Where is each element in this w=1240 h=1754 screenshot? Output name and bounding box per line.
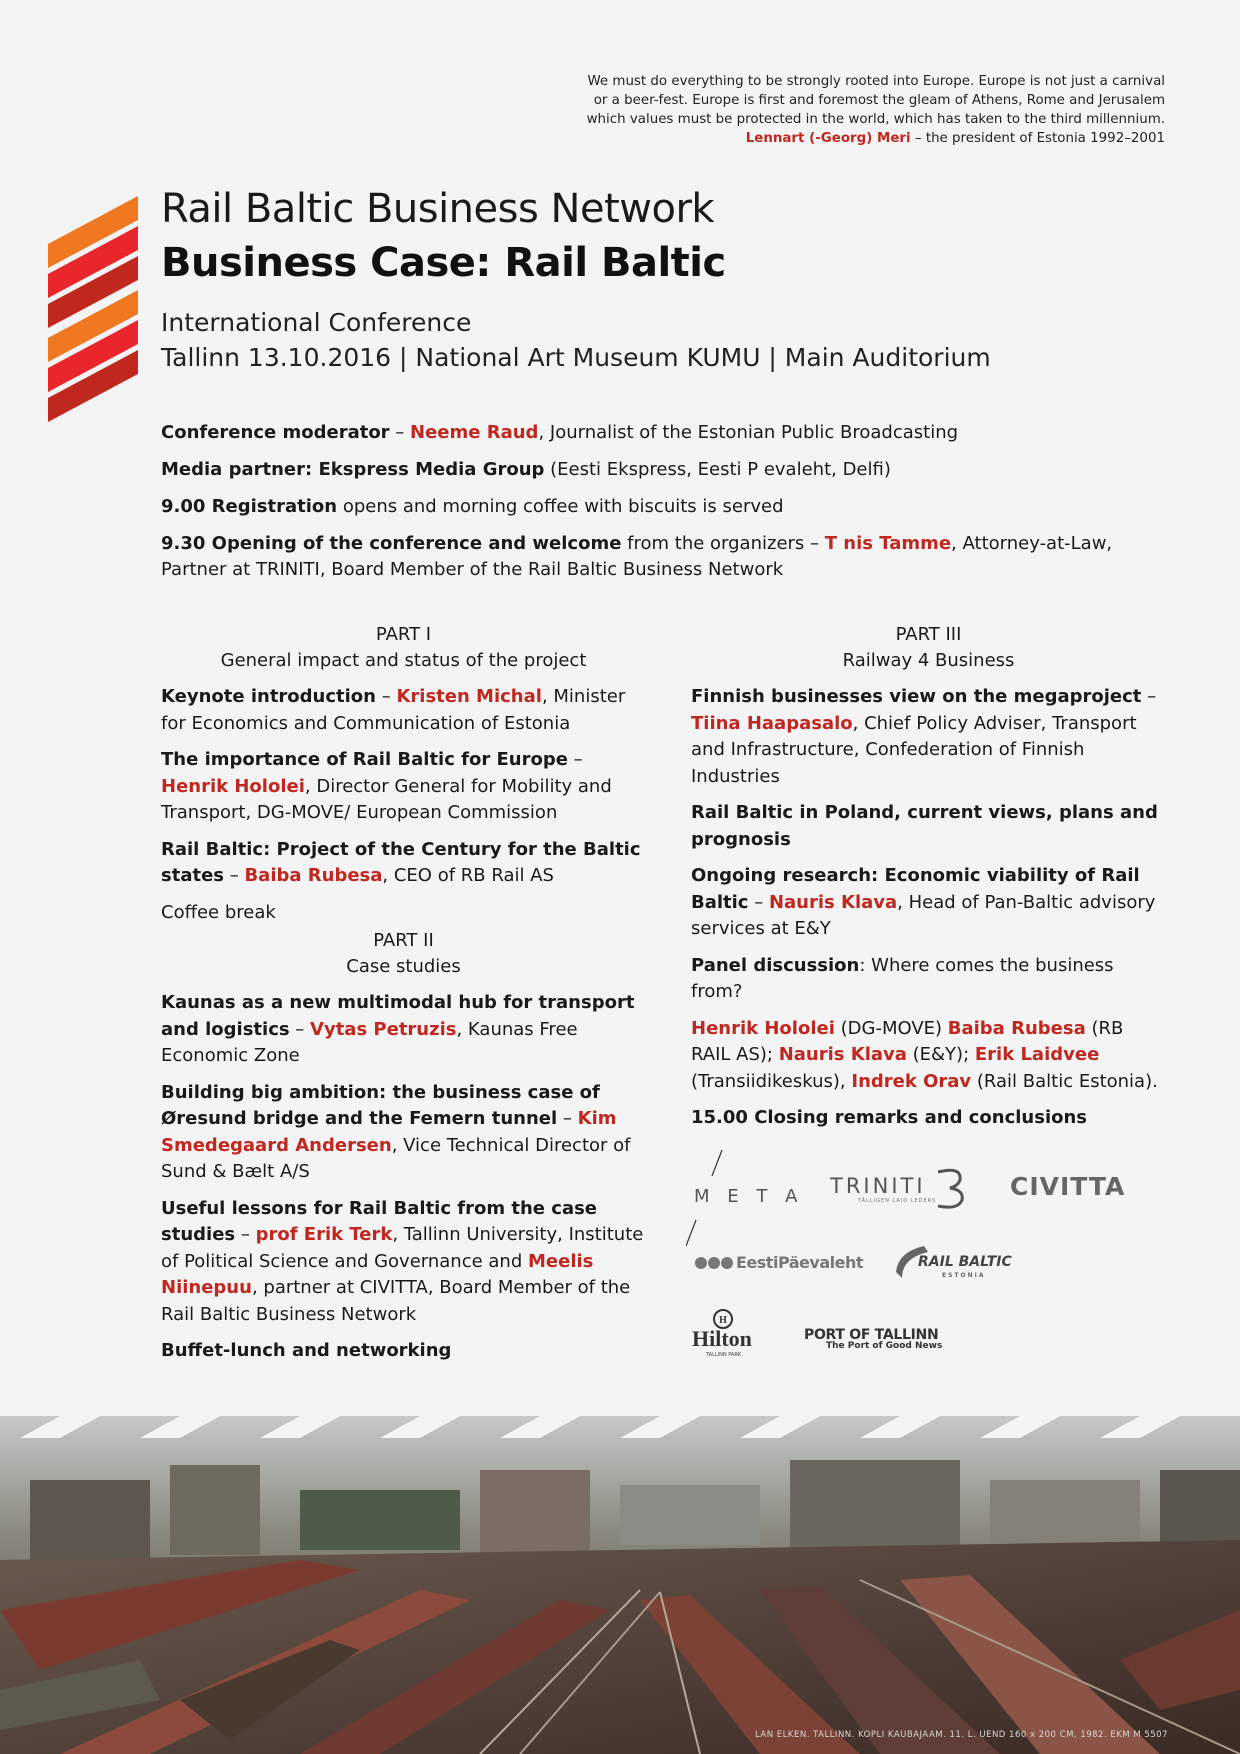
- agenda-topic: Ongoing research: Economic viability of Rail Baltic: [691, 865, 1140, 913]
- page-subtitle: Business Case: Rail Baltic: [161, 240, 726, 286]
- speaker-org: (Transiidikeskus),: [691, 1070, 852, 1092]
- hilton-text: Hilton: [692, 1326, 752, 1351]
- agenda-topic: Kaunas as a new multimodal hub for transport and logistics: [161, 992, 635, 1040]
- speaker-name: Kristen Michal: [396, 686, 542, 707]
- hilton-sub: TALLINN PARK: [706, 1352, 742, 1358]
- part-label: PART I: [375, 624, 432, 645]
- speaker-name: Baiba Rubesa: [947, 1017, 1086, 1039]
- lunch-break: [161, 1338, 646, 1365]
- speaker-org: (DG-MOVE): [834, 1017, 948, 1039]
- speaker-name: Vytas Petruzis: [310, 1018, 457, 1040]
- agenda-item: Ongoing research: Economic viability of Rail Baltic – Nauris Klava, Head of Pan-Baltic advisory services at E&Y: [691, 865, 1156, 939]
- moderator-line: [161, 420, 1121, 446]
- opening-speaker: T nis Tamme: [824, 533, 952, 554]
- event-info: [161, 305, 991, 375]
- speaker-org: (E&Y);: [906, 1044, 975, 1065]
- opening-time: 9.30 Opening of the conference and welcome: [161, 533, 622, 554]
- registration-time: 9.00 Registration: [161, 496, 338, 517]
- opening-desc: from the organizers –: [621, 533, 825, 554]
- part-title: Case studies: [346, 956, 461, 977]
- speaker-desc: , Chief Policy Adviser, Transport and Infrastructure, Confederation of Finnish Industries: [691, 712, 1137, 787]
- speaker-name: Nauris Klava: [778, 1044, 907, 1065]
- opening-role: , Attorney-at-Law, Partner at TRINITI, Board Member of the Rail Baltic Business Network: [161, 533, 1113, 580]
- registration-line: [161, 494, 1121, 520]
- part-1-heading: [161, 622, 646, 674]
- agenda-topic: Building big ambition: the business case of Øresund bridge and the Femern tunnel: [161, 1081, 600, 1129]
- panel-label: Panel discussion: [691, 954, 860, 976]
- speaker-desc: , Tallinn University, Institute of Political Science and Governance and: [161, 1224, 644, 1272]
- speaker-name: Kim Smedegaard Andersen: [161, 1108, 617, 1156]
- speaker-desc: , partner at CIVITTA, Board Member of the Rail Baltic Business Network: [161, 1277, 631, 1325]
- agenda-topic: Useful lessons for Rail Baltic from the case studies: [161, 1197, 598, 1245]
- speaker-name: Henrik Hololei: [161, 775, 305, 797]
- part-label: PART II: [373, 930, 434, 951]
- port-text: PORT OF TALLINN: [804, 1327, 939, 1343]
- agenda-item: Keynote introduction – Kristen Michal, Minister for Economics and Communication of Estonia: [161, 686, 626, 734]
- quote-line: or a beer-fest. Europe is first and foremost the gleam of Athens, Rome and Jerusalem: [593, 93, 1165, 108]
- page-title: Rail Baltic Business Network: [161, 186, 715, 232]
- event-place: Tallinn 13.10.2016 | National Art Museum KUMU | Main Auditorium: [161, 343, 991, 372]
- quote-line: which values must be protected in the world, which has taken to the third millennium.: [586, 112, 1165, 127]
- agenda-topic: Finnish businesses view on the megaproject: [691, 686, 1142, 707]
- speaker-name: Meelis Niinepuu: [161, 1250, 594, 1298]
- speaker-org: (RB RAIL AS);: [691, 1017, 1124, 1065]
- agenda-item: Building big ambition: the business case of Øresund bridge and the Femern tunnel – Kim Smedegaard Andersen, Vice Technical Director of Sund & Bælt A/S: [161, 1081, 631, 1182]
- rail-baltic-sub: ESTONIA: [942, 1272, 986, 1279]
- agenda-item: Finnish businesses view on the megaproject – Tiina Haapasalo, Chief Policy Adviser, Transport and Infrastructure, Confederation of Finnish Industries: [691, 686, 1157, 787]
- port-sub: The Port of Good News: [826, 1341, 943, 1351]
- triniti-logo-sub: TÄLLIGEN LAID LEDERS: [858, 1198, 937, 1204]
- part-title: Railway 4 Business: [842, 650, 1015, 671]
- speaker-name: prof Erik Terk: [255, 1224, 393, 1245]
- triniti-three-icon: [932, 1166, 968, 1210]
- agenda-topic: The importance of Rail Baltic for Europe: [161, 749, 568, 770]
- speaker-name: Indrek Orav: [851, 1070, 972, 1092]
- lunch-label: Buffet-lunch and networking: [161, 1340, 452, 1361]
- speaker-desc: , Vice Technical Director of Sund & Bælt A/S: [161, 1134, 631, 1182]
- agenda-item: Rail Baltic: Project of the Century for the Baltic states – Baiba Rubesa, CEO of RB Rail AS: [161, 838, 641, 886]
- part-2-heading: [161, 928, 646, 980]
- sponsor-logos: [686, 1140, 1186, 1370]
- panel-discussion: [691, 953, 1166, 1006]
- quote-attribution: [525, 129, 1165, 148]
- speaker-desc: , Director General for Mobility and Transport, DG-MOVE/ European Commission: [161, 775, 612, 823]
- event-type: International Conference: [161, 308, 472, 337]
- eesti-paevaleht-logo: [694, 1253, 863, 1275]
- speaker-org: (Rail Baltic Estonia).: [971, 1070, 1158, 1092]
- eesti-dots-icon: [694, 1255, 736, 1271]
- coffee-break: Coffee break: [161, 901, 276, 923]
- speaker-desc: , Minister for Economics and Communication of Estonia: [161, 686, 626, 734]
- meta-logo-text: M E T A: [694, 1186, 804, 1207]
- speaker-desc: , CEO of RB Rail AS: [382, 865, 554, 886]
- quote-author-role: – the president of Estonia 1992–2001: [910, 131, 1165, 146]
- decorative-stripes-icon: [48, 196, 138, 441]
- moderator-name: Neeme Raud: [410, 422, 539, 443]
- media-desc: (Eesti Ekspress, Eesti P evaleht, Delfi): [544, 459, 891, 480]
- speaker-desc: , Head of Pan-Baltic advisory services at E&Y: [691, 891, 1156, 939]
- speaker-name: Baiba Rubesa: [244, 865, 383, 886]
- civitta-logo: CIVITTA: [1010, 1172, 1126, 1201]
- media-label: Media partner: Ekspress Media Group: [161, 459, 545, 480]
- right-column: [691, 622, 1166, 1142]
- agenda-item: Useful lessons for Rail Baltic from the case studies – prof Erik Terk, Tallinn University, Institute of Political Science and Governance and Meelis Niinepuu, partner at CIVITTA, Board Member of the Rail Baltic Business Network: [161, 1197, 644, 1325]
- panel-participants: [691, 1016, 1166, 1096]
- intro-section: [161, 420, 1121, 594]
- agenda-item: The importance of Rail Baltic for Europe – Henrik Hololei, Director General for Mobility and Transport, DG-MOVE/ European Commission: [161, 749, 612, 823]
- speaker-desc: , Kaunas Free Economic Zone: [161, 1018, 578, 1066]
- agenda-item: [691, 800, 1166, 853]
- quote-author: Lennart (-Georg) Meri: [745, 131, 911, 146]
- part-3-heading: [691, 622, 1166, 674]
- agenda-item: Kaunas as a new multimodal hub for transport and logistics – Vytas Petruzis, Kaunas Free Economic Zone: [161, 992, 635, 1066]
- panel-desc: : Where comes the business from?: [691, 954, 1114, 1002]
- opening-line: [161, 531, 1121, 583]
- closing-label: 15.00 Closing remarks and conclusions: [691, 1107, 1088, 1128]
- rail-baltic-logo: [892, 1242, 1012, 1286]
- railway-yard-painting: [0, 1410, 1240, 1754]
- part-title: General impact and status of the project: [220, 650, 587, 671]
- moderator-label: Conference moderator: [161, 422, 390, 443]
- agenda-topic: Keynote introduction: [161, 686, 376, 707]
- moderator-desc: , Journalist of the Estonian Public Broadcasting: [538, 422, 959, 443]
- closing-remarks: [691, 1105, 1166, 1132]
- speaker-name: Tiina Haapasalo: [691, 712, 853, 734]
- meta-logo: [686, 1148, 804, 1252]
- dash: –: [389, 422, 411, 443]
- speaker-name: Erik Laidvee: [974, 1044, 1100, 1065]
- triniti-logo: [830, 1174, 937, 1204]
- triniti-logo-text: TRINITI: [830, 1174, 926, 1198]
- part-label: PART III: [895, 624, 962, 645]
- port-of-tallinn-logo: [804, 1324, 943, 1351]
- speaker-name: Nauris Klava: [768, 891, 898, 913]
- quote-line: We must do everything to be strongly rooted into Europe. Europe is not just a carnival: [587, 74, 1165, 89]
- agenda-topic: Rail Baltic in Poland, current views, plans and prognosis: [691, 802, 1158, 850]
- painting-caption: LAN ELKEN. TALLINN. KOPLI KAUBAJAAM. 11. L. UEND 160 x 200 CM, 1982. EKM M 5507: [755, 1730, 1168, 1740]
- epigraph-quote: [525, 72, 1165, 148]
- left-column: [161, 622, 646, 1375]
- agenda-topic: Rail Baltic: Project of the Century for the Baltic states: [161, 838, 641, 886]
- eesti-logo-text: EestiPäevaleht: [736, 1253, 863, 1272]
- media-partner-line: [161, 457, 1121, 483]
- speaker-name: Henrik Hololei: [691, 1017, 835, 1039]
- svg-text:H: H: [719, 1315, 727, 1326]
- registration-desc: opens and morning coffee with biscuits is served: [337, 496, 784, 517]
- rail-baltic-text: RAIL BALTIC: [918, 1254, 1012, 1270]
